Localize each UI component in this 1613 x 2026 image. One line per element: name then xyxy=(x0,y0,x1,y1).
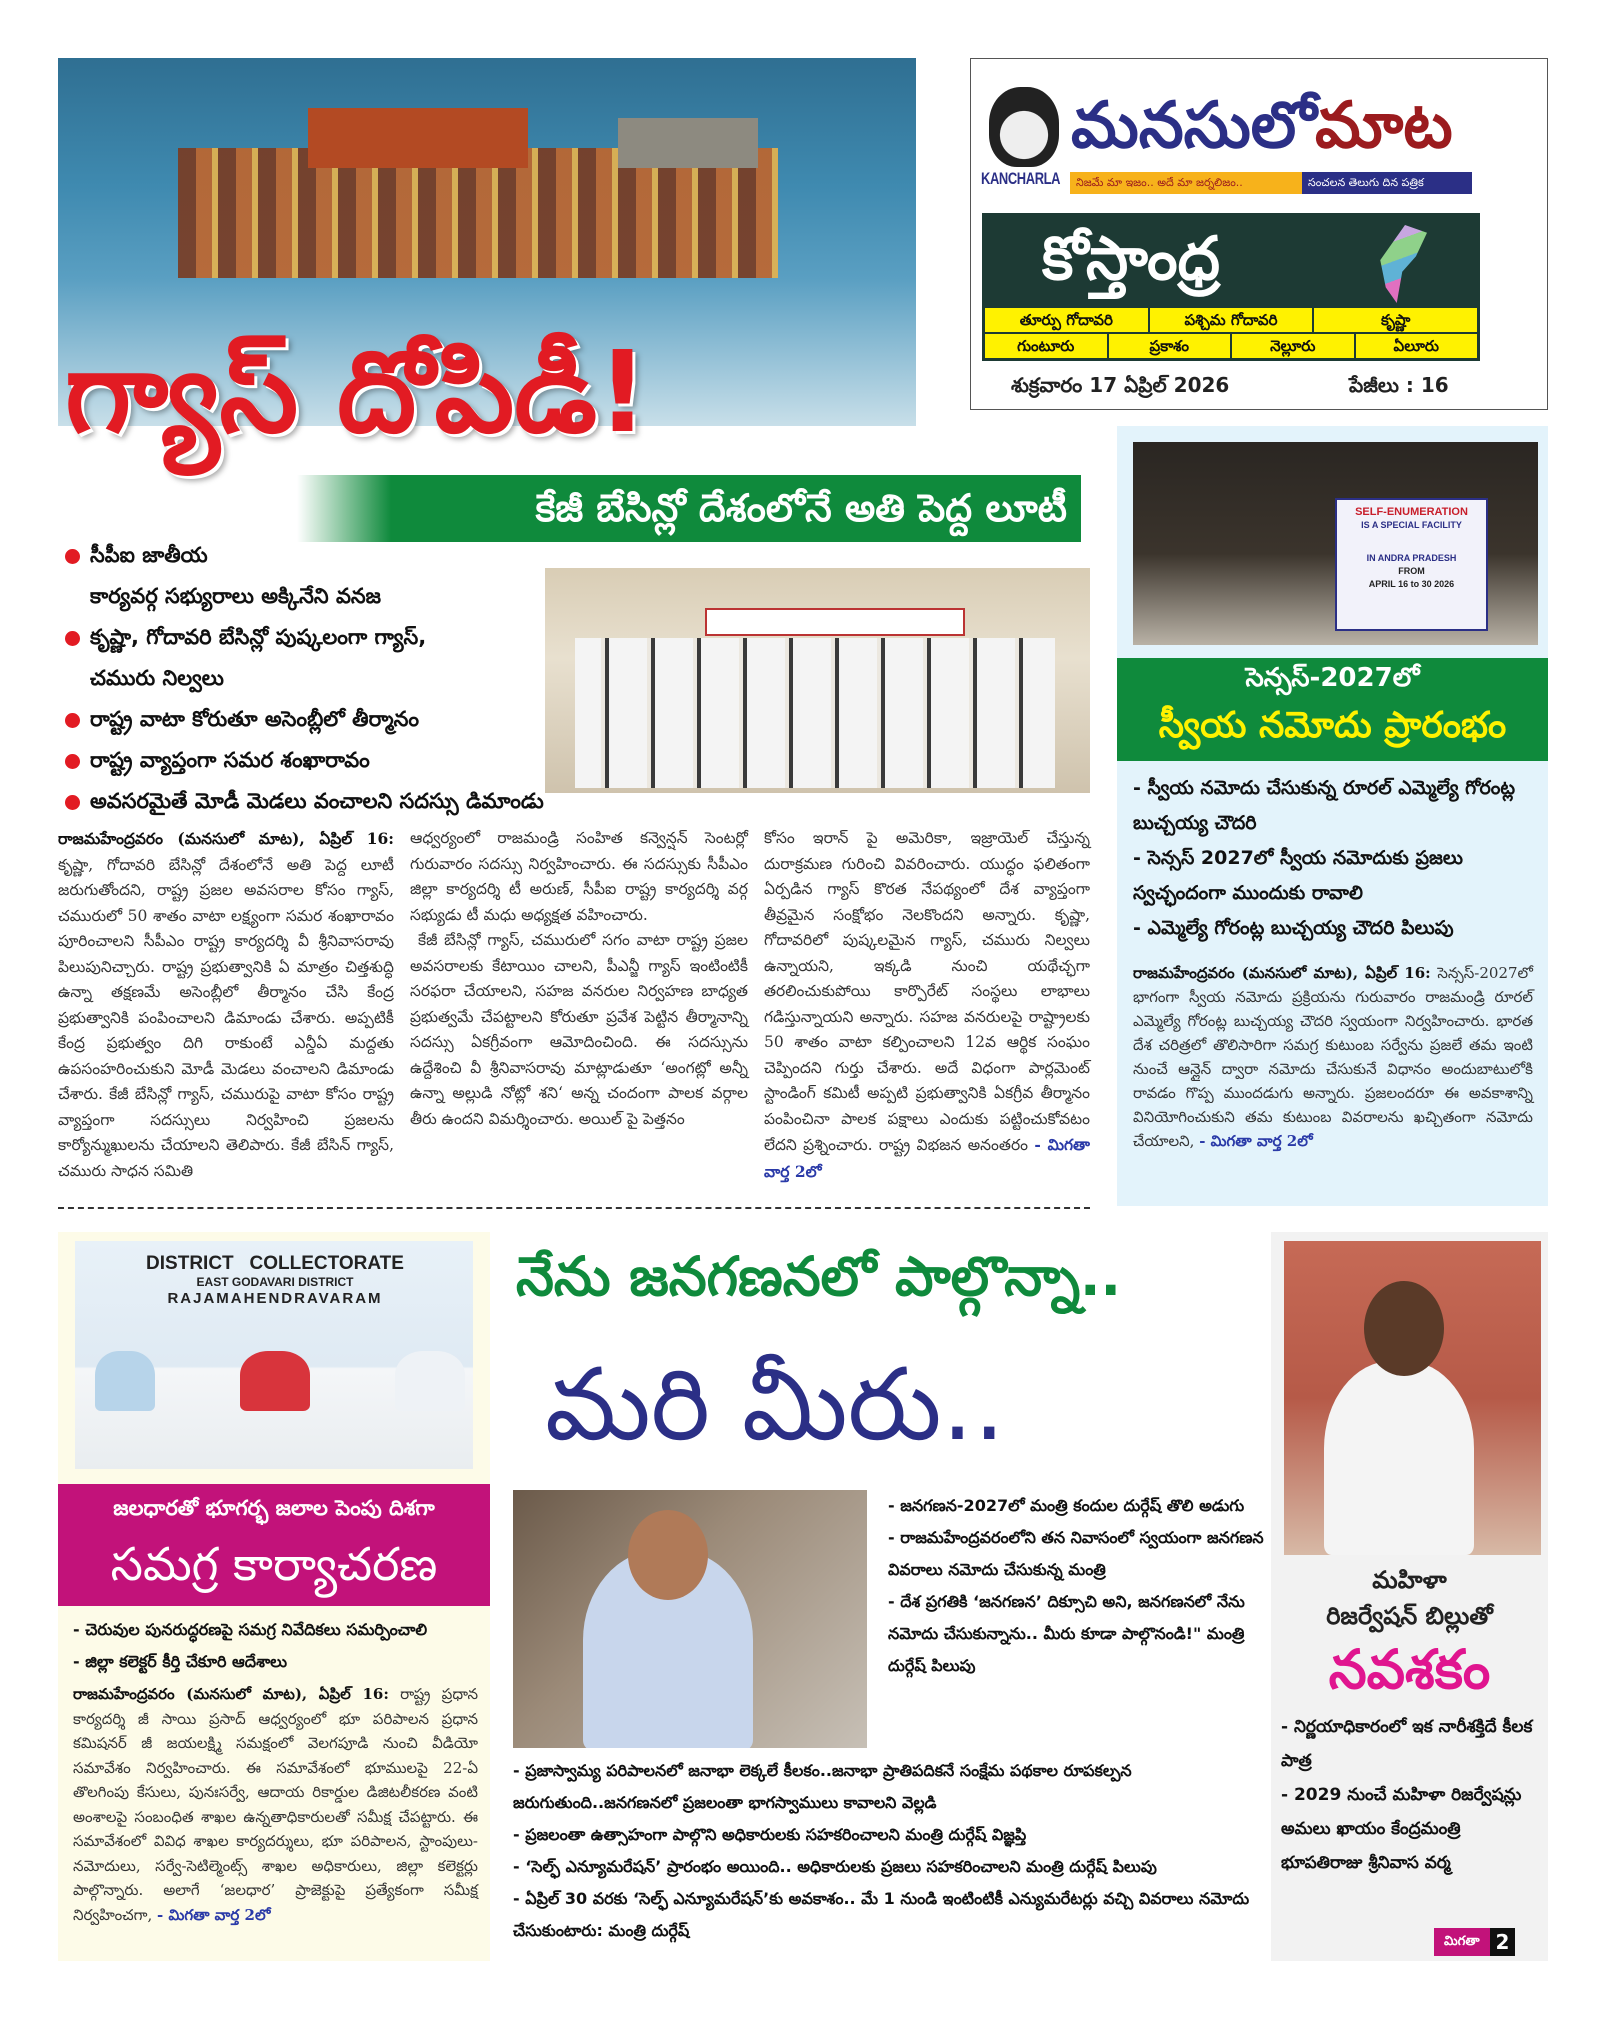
janaganana-side-bullets xyxy=(888,1490,1268,1682)
jaladhara-banner xyxy=(58,1484,490,1606)
janaganana-bullet: - ప్రజలంతా ఉత్సాహంగా పాల్గొని అధికారులకు సహకరించాలని మంత్రి దుర్గేష్ విజ్ఞప్తి xyxy=(513,1825,1027,1844)
highlight-item: కృష్ణా, గోదావరి బేసిన్లో పుష్కలంగా గ్యాస్, xyxy=(65,617,625,658)
district-guntur: గుంటూరు xyxy=(984,333,1108,359)
janaganana-bottom-bullets xyxy=(513,1755,1268,1947)
jaladhara-headline: సమగ్ర కార్యాచరణ xyxy=(110,1537,438,1591)
edition-title: కోస్తాంధ్ర xyxy=(1042,224,1220,294)
self-enumeration-photo xyxy=(1133,442,1538,645)
janaganana-headline-2: మరి మీరు.. xyxy=(545,1346,1006,1463)
highlight-item: రాష్ట్ర వాటా కోరుతూ అసెంబ్లీలో తీర్మానం xyxy=(65,699,625,740)
janaganana-bullet: - రాజమహేంద్రవరంలోని తన నివాసంలో స్వయంగా జనగణన వివరాలు నమోదు చేసుకున్న మంత్రి xyxy=(888,1528,1264,1579)
census-body: రాజమహేంద్రవరం (మనసులో మాట), ఏప్రిల్ 16: సెన్సస్-2027లో భాగంగా స్వీయ నమోదు ప్రక్రియను గురువారం రాజమండ్రి రూరల్ ఎమ్మెల్యే గోరంట్ల బుచ్చయ్య చౌదరి స్వయంగా నిర్వహించారు. భారత దేశ చరిత్రలో తొలిసారిగా సమగ్ర కుటుంబ సర్వేను ప్రజలే తమ ఇంటి నుంచే ఆన్లైన్ ద్వారా నమోదు చేసుకునే విధానం అందుబాటులోకి రావడం గొప్ప ముందడుగు అన్నారు. ప్రజలందరూ ఈ అవకాశాన్ని వినియోగించుకుని తమ కుటుంబ వివరాలను ఖచ్చితంగా నమోదు చేయాలని, - మిగతా వార్త 2లో xyxy=(1133,964,1533,1150)
census-bullet: - స్వీయ నమోదు చేసుకున్న రూరల్ ఎమ్మెల్యే గోరంట్ల బుచ్చయ్య చౌదరి xyxy=(1133,777,1516,834)
highlight-item: కార్యవర్గ సభ్యురాలు అక్కినేని వనజ xyxy=(90,584,381,608)
lead-column-2: ఆధ్వర్యంలో రాజమండ్రి సంహిత కన్వెన్షన్ సెంటర్లో గురువారం సదస్సు నిర్వహించారు. ఈ సదస్సుకు సీపీఎం జిల్లా కార్యదర్శి టీ అరుణ్, సీపీఐ రాష్ట్ర కార్యదర్శి వర్గ సభ్యుడు టీ మధు అధ్యక్షత వహించారు. కేజీ బేసిన్లో గ్యాస్, చమురులో సగం వాటా రాష్ట్ర ప్రజల అవసరాలకు కేటాయిం చాలని, పీఎన్జీ గ్యాస్ ఇంటింటికీ సరఫరా చేయాలని, సహజ వనరుల నిర్వహణ బాధ్యత ప్రభుత్వమే చేపట్టాలని కోరుతూ ప్రవేశ పెట్టిన తీర్మానాన్ని సదస్సు ఏకగ్రీవంగా ఆమోదించింది. ఈ సదస్సును ఉద్దేశించి వీ శ్రీనివాసరావు మాట్లాడుతూ ‘అంగట్లో అన్నీ ఉన్నా అల్లుడి నోట్లో శని‘ అన్న చందంగా పాలక వర్గాల తీరు ఉందని విమర్శించారు. అయిల్ పై పెత్తనం xyxy=(410,829,748,1128)
janaganana-bullet: - ప్రజాస్వామ్య పరిపాలనలో జనాభా లెక్కలే కీలకం..జనాభా ప్రాతిపదికనే సంక్షేమ పథకాల రూపకల్పన జరుగుతుంది..జనగణనలో ప్రజలంతా భాగస్వాములు కావాలని వెల్లడి xyxy=(513,1761,1132,1812)
janaganana-bullet: - దేశ ప్రగతికి ‘జనగణన’ దిక్సూచి అని, జనగణనలో నేను నమోదు చేసుకున్నాను.. మీరు కూడా పాల్గొనండి!" మంత్రి దుర్గేష్ పిలుపు xyxy=(888,1592,1245,1675)
tagline-right: సంచలన తెలుగు దిన పత్రిక xyxy=(1302,172,1472,194)
conference-photo xyxy=(545,568,1090,793)
continued-link[interactable]: - మిగతా వార్త 2లో xyxy=(764,1135,1090,1181)
photo-sign: DISTRICT COLLECTORATE EAST GODAVARI DISTRICT RAJAMAHENDRAVARAM xyxy=(146,1253,404,1307)
janaganana-bullet: - ‘సెల్ఫ్ ఎన్యూమరేషన్’ ప్రారంభం అయింది.. అధికారులకు ప్రజలు సహకరించాలని మంత్రి దుర్గేష్ పిలుపు xyxy=(513,1857,1157,1876)
district-prakasam: ప్రకాశం xyxy=(1108,333,1232,359)
district-krishna: కృష్ణా xyxy=(1313,307,1478,333)
women-kicker-1: మహిళా xyxy=(1372,1566,1447,1594)
bullet-dot-icon xyxy=(65,713,80,728)
highlight-item: అవసరమైతే మోడీ మెడలు వంచాలని సదస్సు డిమాండు xyxy=(65,781,625,822)
highlight-item: రాష్ట్ర వ్యాప్తంగా సమర శంఖారావం xyxy=(65,740,625,781)
bullet-dot-icon xyxy=(65,754,80,769)
minister-enumeration-photo xyxy=(513,1490,867,1748)
census-story xyxy=(1117,426,1548,1206)
bullet-dot-icon xyxy=(65,795,80,810)
issue-date: శుక్రవారం 17 ఏప్రిల్ 2026 xyxy=(1011,373,1230,397)
jaladhara-bullet: - చెరువుల పునరుద్ధరణపై సమగ్ర నివేదికలు సమర్పించాలి xyxy=(73,1620,428,1639)
janaganana-bullet: - ఏప్రిల్ 30 వరకు ‘సెల్ఫ్ ఎన్యూమరేషన్’కు అవకాశం.. మే 1 నుండి ఇంటింటికీ ఎన్యుమరేటర్లు వచ్చి వివరాలు నమోదు చేసుకుంటారు: మంత్రి దుర్గేష్ xyxy=(513,1889,1250,1940)
region-map-icon xyxy=(1372,225,1427,303)
census-headline: స్వీయ నమోదు ప్రారంభం xyxy=(1158,705,1507,746)
district-west-godavari: పశ్చిమ గోదావరి xyxy=(1149,307,1314,333)
jaladhara-bullet: - జిల్లా కలెక్టర్ కీర్తి చేకూరి ఆదేశాలు xyxy=(73,1652,288,1671)
lead-dateline: రాజమహేంద్రవరం (మనసులో మాట), ఏప్రిల్ 16: xyxy=(58,829,394,848)
bullet-dot-icon xyxy=(65,549,80,564)
women-reservation-story xyxy=(1271,1232,1548,1961)
district-eluru: ఏలూరు xyxy=(1355,333,1479,359)
section-divider xyxy=(58,1207,1090,1209)
lead-subheadline: కేజీ బేసిన్లో దేశంలోనే అతి పెద్ద లూటీ xyxy=(297,475,1081,542)
continued-link[interactable]: - మిగతా వార్త 2లో xyxy=(157,1905,271,1924)
women-bullet: - నిర్ణయాధికారంలో ఇక నారీశక్తిదే కీలక పాత్ర xyxy=(1281,1717,1533,1771)
women-kicker-2: రిజర్వేషన్ బిల్లుతో xyxy=(1326,1602,1493,1630)
lead-column-3: కోసం ఇరాన్ పై అమెరికా, ఇజ్రాయెల్ చేస్తున్న దురాక్రమణ గురించి వివరించారు. యుద్ధం ఫలితంగా ఏర్పడిన గ్యాస్ కొరత నేపథ్యంలో దేశ వ్యాప్తంగా తీవ్రమైన సంక్షోభం నెలకొందని అన్నారు. కృష్ణా, గోదావరిలో పుష్కలమైన గ్యాస్, చమురు నిల్వలు ఉన్నాయని, ఇక్కడి నుంచి యథేచ్ఛగా తరలించుకుపోయి కార్పొరేట్ సంస్థలు లాభాలు గడిస్తున్నాయని అన్నారు. సహజ వనరులపై రాష్ట్రాలకు 50 శాతం వాటా కల్పించాలని 12వ ఆర్థిక సంఘం చెప్పిందని గుర్తు చేశారు. అదే విధంగా పార్లమెంట్ స్టాండింగ్ కమిటీ అప్పటి ప్రభుత్వానికి ఏకగ్రీవ తీర్మానం పంపించినా పాలక పక్షాలు ఎందుకు పట్టించుకోవటం లేదని ప్రశ్నించారు. రాష్ట్ర విభజన అనంతరం - మిగతా వార్త 2లో xyxy=(764,829,1090,1181)
founder-portrait xyxy=(989,87,1059,167)
photo-banner: SELF-ENUMERATION IS A SPECIAL FACILITY IN ANDRA PRADESH FROM APRIL 16 to 30 2026 xyxy=(1335,498,1488,631)
district-east-godavari: తూర్పు గోదావరి xyxy=(984,307,1149,333)
highlight-item: చమురు నిల్వలు xyxy=(90,666,224,690)
janaganana-headline-1: నేను జనగణనలో పాల్గొన్నా.. xyxy=(516,1245,1122,1308)
women-headline: నవశకం xyxy=(1328,1638,1491,1701)
lead-column-1: రాజమహేంద్రవరం (మనసులో మాట), ఏప్రిల్ 16: కృష్ణా, గోదావరి బేసిన్లో దేశంలోనే అతి పెద్ద లూటీ జరుగుతోందని, రాష్ట్ర ప్రజల అవసరాల కోసం గ్యాస్, చమురులో 50 శాతం వాటా లక్ష్యంగా సమర శంఖారావం పూరించాలని సీపీఎం రాష్ట్ర కార్యదర్శి వీ శ్రీనివాసరావు పిలుపునిచ్చారు. రాష్ట్ర ప్రభుత్వానికి ఏ మాత్రం చిత్తశుద్ధి ఉన్నా తక్షణమే అసెంబ్లీలో తీర్మానం చేసి కేంద్ర ప్రభుత్వానికి పంపించాలని డిమాండు చేశారు. అప్పటికీ కేంద్ర ప్రభుత్వం దిగి రాకుంటే ఎన్డీఏ మద్దతు ఉపసంహరించుకుని మోడీ మెడలు వంచాలని డిమాండు చేశారు. కేజీ బేసిన్లో గ్యాస్, చమురుపై వాటా కోసం రాష్ట్ర వ్యాప్తంగా సదస్సులు నిర్వహించి ప్రజలను కార్యోన్ముఖులను చేయాలని తెలిపారు. కేజీ బేసిన్ గ్యాస్, చమురు సాధన సమితి xyxy=(58,829,394,1180)
bullet-dot-icon xyxy=(65,631,80,646)
census-kicker: సెన్సస్-2027లో xyxy=(1245,663,1420,693)
tagline-left: నిజమే మా ఇజం.. అదే మా జర్నలిజం.. xyxy=(1070,172,1302,194)
women-bullet: - 2029 నుంచే మహిళా రిజర్వేషన్లు అమలు ఖాయం కేంద్రమంత్రి భూపతిరాజు శ్రీనివాస వర్మ xyxy=(1281,1785,1522,1873)
jaladhara-body: రాజమహేంద్రవరం (మనసులో మాట), ఏప్రిల్ 16: రాష్ట్ర ప్రధాన కార్యదర్శి జీ సాయి ప్రసాద్ ఆధ్వర్యంలో భూ పరిపాలన ప్రధాన కమిషనర్ జీ జయలక్ష్మి సమక్షంలో వెలగపూడి నుంచి వీడియో సమావేశం నిర్వహించారు. ఈ సమావేశంలో భూములపై 22-ఏ తొలగింపు కేసులు, పునఃసర్వే, ఆదాయ రికార్డుల డిజిటలీకరణ వంటి అంశాలపై సంబంధిత శాఖల ఉన్నతాధికారులతో సమీక్ష చేపట్టారు. ఈ సమావేశంలో వివిధ శాఖల కార్యదర్శులు, భూ పరిపాలన, స్టాంపులు-నమోదులు, సర్వే-సెటిల్మెంట్స్ శాఖల అధికారులు, జిల్లా కలెక్టర్లు పాల్గొన్నారు. అలాగే ‘జలధార’ ప్రాజెక్టుపై ప్రత్యేకంగా సమీక్ష నిర్వహించగా, - మిగతా వార్త 2లో xyxy=(73,1685,478,1924)
jaladhara-kicker: జలధారతో భూగర్భ జలాల పెంపు దిశగా xyxy=(113,1496,435,1520)
page-count: పేజీలు : 16 xyxy=(1349,373,1449,397)
census-bullet: - ఎమ్మెల్యే గోరంట్ల బుచ్చయ్య చౌదరి పిలుపు xyxy=(1133,917,1454,939)
union-minister-photo xyxy=(1284,1241,1541,1555)
highlight-item: సీపీఐ జాతీయ xyxy=(65,535,625,576)
jaladhara-story xyxy=(58,1232,490,1961)
founder-name: KANCHARLA xyxy=(981,169,1061,188)
continued-link[interactable]: - మిగతా వార్త 2లో xyxy=(1199,1132,1313,1150)
collectorate-meeting-photo xyxy=(75,1241,473,1469)
janaganana-bullet: - జనగణన-2027లో మంత్రి కందుల దుర్గేష్ తొలి అడుగు xyxy=(888,1496,1245,1515)
census-bullet: - సెన్సస్ 2027లో స్వీయ నమోదుకు ప్రజలు స్వచ్ఛందంగా ముందుకు రావాలి xyxy=(1133,847,1463,904)
lead-headline: గ్యాస్ దోపిడీ! xyxy=(65,328,649,458)
census-banner xyxy=(1117,658,1548,761)
brand-logo: మనసులోమాట xyxy=(1071,89,1453,163)
continued-page-tag[interactable]: మిగతా 2 xyxy=(1434,1928,1515,1956)
lead-highlights xyxy=(65,535,625,822)
district-nellore: నెల్లూరు xyxy=(1231,333,1355,359)
edition-panel xyxy=(982,213,1480,361)
masthead xyxy=(970,58,1548,410)
